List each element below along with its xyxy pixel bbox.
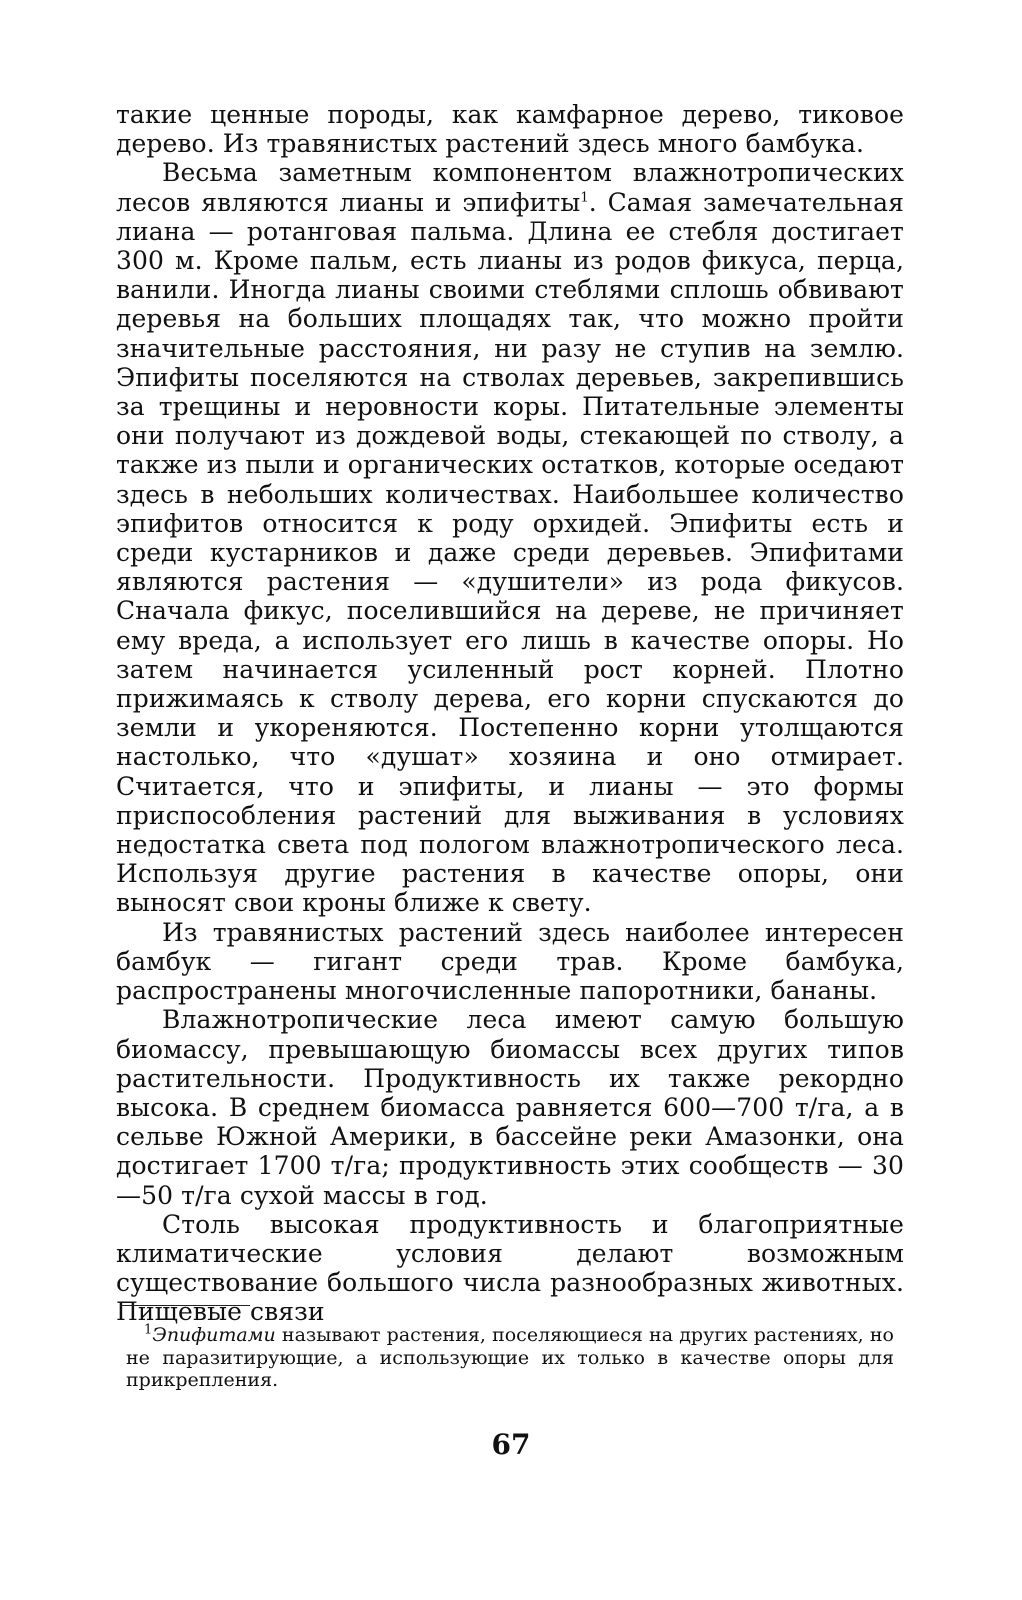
main-text [116, 100, 904, 1327]
footnote [126, 1324, 894, 1392]
paragraph-5: Столь высокая продуктивность и благоприятные климатические условия делают возможным существование большого числа разнообразных животных. Пищевые связи [116, 1209, 904, 1327]
footnote-reference-mark: 1 [580, 190, 589, 206]
paragraph-2-text-after-mark: . Самая замечательная лиана — ротанговая пальма. Длина ее стебля достигает 300 м. Кроме пальм, есть лианы из родов фикуса, перца, ванили. Иногда лианы своими стеблями сплошь обвивают деревья на больших площадях так, что можно пройти значительные расстояния, ни разу не ступив на землю. Эпифиты поселяются на стволах деревьев, закрепившись за трещины и неровности коры. Питательные элементы они получают из дождевой воды, стекающей по стволу, а также из пыли и органических остатков, которые оседают здесь в небольших количествах. Наибольшее количество эпифитов относится к роду орхидей. Эпифиты есть и среди кустарников и даже среди деревьев. Эпифитами являются растения — «душители» из рода фикусов. Сначала фикус, поселившийся на дереве, не причиняет ему вреда, а использует его лишь в качестве опоры. Но затем начинается усиленный рост корней. Плотно прижимаясь к стволу дерева, его корни спускаются до земли и укореняются. Постепенно корни утолщаются настолько, что «душат» хозяина и оно отмирает. Считается, что и эпифиты, и лианы — это формы приспособления растений для выживания в условиях недостатка света под пологом влажнотропического леса. Используя другие растения в качестве опоры, они выносят свои кроны ближе к свету. [116, 187, 904, 918]
footnote-divider [120, 1305, 250, 1306]
paragraph-2 [116, 158, 904, 917]
page-number: 67 [491, 1428, 531, 1461]
paragraph-1: такие ценные породы, как камфарное дерево, тиковое дерево. Из травянистых растений здесь много бамбука. [116, 100, 904, 159]
footnote-term: Эпифитами [152, 1324, 276, 1346]
paragraph-3: Из травянистых растений здесь наиболее интересен бамбук — гигант среди трав. Кроме бамбука, распространены многочисленные папоротники, бананы. [116, 917, 904, 1006]
paragraph-4: Влажнотропические леса имеют самую большую биомассу, превышающую биомассы всех других типов растительности. Продуктивность их также рекордно высока. В среднем биомасса равняется 600—700 т/га, а в сельве Южной Америки, в бассейне реки Амазонки, она достигает 1700 т/га; продуктивность этих сообществ — 30—50 т/га сухой массы в год. [116, 1005, 904, 1210]
footnote-mark: 1 [144, 1322, 153, 1338]
paragraph-2-text-before-mark: Весьма заметным компонентом влажнотропических лесов являются лианы и эпифиты [116, 158, 904, 217]
footnote-text: называют растения, поселяющиеся на других растениях, но не паразитирующие, а использующие их только в качестве опоры для прикрепления. [126, 1324, 894, 1391]
